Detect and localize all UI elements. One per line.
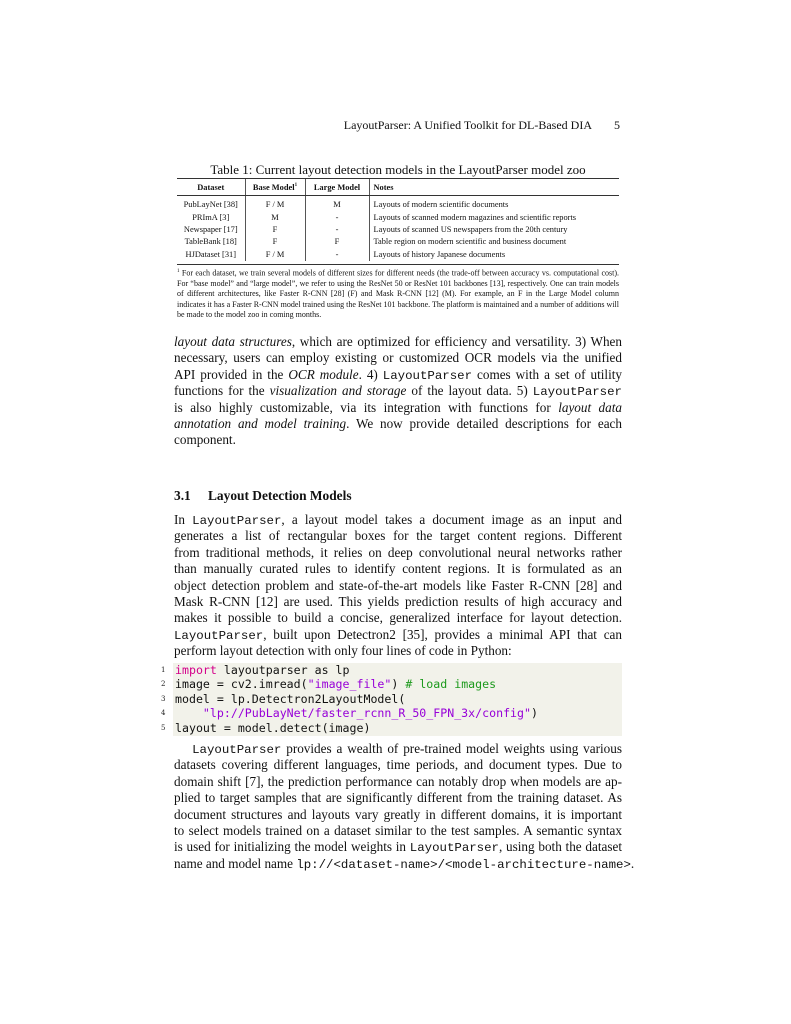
text-line: [174, 823, 622, 839]
table-row: [177, 236, 619, 248]
cell-notes: Table region on modern scientific and business document: [373, 237, 567, 247]
text-span: functions for the: [174, 383, 270, 399]
text-span: , using both the dataset: [499, 839, 623, 855]
text-span: domain shift [7], the prediction performance can notably drop when models are ap-: [174, 773, 622, 789]
cell-base-model: F: [245, 224, 305, 236]
text-line: [174, 432, 622, 448]
table-header-row: [177, 179, 619, 196]
string-literal: "image_file": [307, 677, 392, 692]
text-span: is also highly customizable, via its integration with functions for: [174, 399, 559, 415]
text-span: document structures and layouts vary greatly in different domains, it is important: [174, 806, 622, 822]
text-span: datasets covering different languages, time periods, and document types. Due to: [174, 757, 622, 773]
text-line: [174, 839, 622, 855]
running-title: LayoutParser: A Unified Toolkit for DL-Based DIA: [343, 118, 592, 132]
text-line: [174, 400, 622, 416]
cell-notes: Layouts of history Japanese documents: [373, 249, 506, 259]
col-large-model: Large Model: [305, 179, 369, 196]
cell-notes: Layouts of scanned modern magazines and scientific reports: [373, 212, 577, 222]
table-row: [177, 211, 619, 223]
text-line: [174, 561, 622, 577]
cell-base-model: M: [245, 211, 305, 223]
text-span: from traditional methods, it relies on deep convolutional neural networks rather: [174, 544, 622, 560]
text-line: [174, 610, 622, 626]
text-line: [174, 807, 622, 823]
text-line: [174, 334, 622, 350]
cell-dataset: Newspaper [17]: [177, 224, 245, 236]
text-line: [174, 578, 622, 594]
code-term: LayoutParser: [532, 385, 622, 400]
table-footnote: [177, 267, 619, 321]
cell-dataset: PRImA [3]: [177, 211, 245, 223]
cell-dataset: HJDataset [31]: [177, 249, 245, 261]
table-bottom-rule: [177, 264, 619, 265]
code-text: layout = model.detect(image): [175, 720, 371, 735]
text-line: [174, 416, 622, 432]
table-caption: Table 1: Current layout detection models in the LayoutParser model zoo: [210, 162, 586, 177]
code-listing: [161, 663, 622, 736]
col-dataset: Dataset: [177, 179, 245, 196]
col-notes: Notes: [369, 179, 619, 196]
cell-dataset: PubLayNet [38]: [177, 196, 245, 212]
text-span: than manually curated rules to identify content regions. It is formulated as an: [174, 561, 622, 577]
code-line: [161, 663, 350, 677]
text-span: object detection problem and state-of-the-art models like Faster R-CNN [28] and: [174, 577, 622, 593]
text-span: Mask R-CNN [12] are used. This yields prediction results of high accuracy and: [174, 593, 622, 609]
line-number: 1: [161, 666, 166, 674]
section-number: 3.1: [174, 488, 191, 503]
line-number: 5: [161, 723, 166, 732]
code-line: [161, 706, 538, 721]
text-line: [174, 594, 622, 610]
cell-base-model: F: [245, 236, 305, 248]
code-line: [161, 720, 371, 735]
paragraph-model-weights: [174, 741, 635, 872]
emphasis: OCR module: [288, 366, 359, 382]
text-span: .: [630, 855, 635, 871]
text-line: [174, 774, 622, 790]
cell-base-model: F / M: [245, 196, 305, 212]
col-base-model: [245, 179, 305, 196]
text-span: provides a wealth of pre-trained model weights using various: [281, 741, 623, 756]
text-line: [174, 528, 622, 544]
text-span: plied to target samples that are significantly different from the training dataset. As: [174, 790, 622, 806]
line-number: 2: [161, 680, 166, 689]
table-row: [177, 196, 619, 212]
text-line: [174, 367, 622, 383]
text-span: generates a list of rectangular boxes for the target content regions. Different: [174, 528, 622, 544]
text-span: component.: [174, 432, 236, 448]
line-number: 4: [161, 709, 166, 718]
code-term: LayoutParser: [409, 841, 499, 856]
keyword: import: [175, 663, 217, 677]
section-title: Layout Detection Models: [208, 488, 352, 503]
text-span: to select models trained on a dataset similar to the test samples. A semantic syntax: [174, 822, 622, 838]
text-span: , which are optimized for efficiency and versatility. 3) When: [291, 334, 622, 349]
text-span: , a layout model takes a document image as an input and: [281, 512, 622, 527]
code-term: LayoutParser: [192, 743, 282, 757]
running-header: [174, 118, 622, 134]
cell-large-model: M: [305, 196, 369, 212]
model-zoo-table: [177, 179, 619, 261]
emphasis: layout data structures: [174, 334, 292, 349]
col-base-model-label: Base Model: [252, 182, 295, 192]
section-heading: [174, 488, 352, 504]
text-span: is used for initializing the model weights in: [174, 839, 410, 855]
table-row: [177, 224, 619, 236]
text-span: name and model name: [174, 855, 297, 871]
text-span: . 4): [358, 366, 383, 382]
code-term: LayoutParser: [174, 628, 264, 643]
cell-notes: Layouts of scanned US newspapers from the 20th century: [373, 224, 568, 234]
text-line: [174, 545, 622, 561]
code-text: [175, 706, 203, 720]
code-text: ): [391, 677, 406, 692]
text-line: [174, 627, 622, 643]
text-span: [174, 741, 192, 756]
text-span: makes it possible to build a concise, generalized interface for layout detection.: [174, 610, 622, 626]
code-line: [161, 691, 406, 706]
cell-large-model: -: [305, 249, 369, 261]
cell-notes: Layouts of modern scientific documents: [373, 200, 509, 210]
page-number: 5: [614, 118, 620, 132]
line-number: 3: [161, 694, 166, 703]
emphasis: visualization and storage: [269, 383, 407, 399]
string-literal: "lp://PubLayNet/faster_rcnn_R_50_FPN_3x/config": [202, 706, 531, 721]
cell-base-model: F / M: [245, 249, 305, 261]
text-line: [174, 383, 622, 399]
cell-dataset: TableBank [18]: [177, 236, 245, 248]
text-span: , built upon Detectron2 [35], provides a minimal API that can: [263, 626, 622, 642]
code-term: lp://<dataset-name>/<model-architecture-name>: [296, 857, 631, 872]
code-term: LayoutParser: [382, 368, 473, 383]
text-span: perform layout detection with only four lines of code in Python:: [174, 643, 512, 659]
comment: # load images: [405, 677, 497, 692]
paragraph-components: [174, 334, 622, 449]
text-line: [174, 512, 622, 528]
code-term: LayoutParser: [192, 514, 282, 528]
table-row: [177, 249, 619, 261]
text-line: [174, 757, 622, 773]
text-line: [174, 643, 622, 659]
emphasis: layout data: [558, 399, 622, 415]
footnote-mark: 1: [294, 182, 298, 188]
code-text: model = lp.Detectron2LayoutModel(: [175, 691, 406, 706]
footnote-text: For each dataset, we train several models of different sizes for different needs (the trade-off between accuracy vs. computational cost). For “base model” and “large model”, we refer to using the ResNet 50 or ResNet 101 backbones [13], respectively. One can train models of different architectures, like Faster R-CNN [28] (F) and Mask R-CNN [12] (M). For example, an F in the Large Model column indicates it has a Faster R-CNN model trained using the ResNet 101 backbone. The platform is maintained and a number of additions will be made to the model zoo in coming months.: [177, 268, 620, 320]
emphasis: annotation and model training: [174, 415, 347, 431]
paragraph-layout-detection: [174, 512, 622, 660]
text-line: [174, 855, 635, 872]
code-text: image = cv2.imread(: [175, 677, 308, 692]
footnote-number: 1: [177, 269, 180, 274]
code-line: [161, 677, 497, 692]
cell-large-model: -: [305, 224, 369, 236]
text-span: . We now provide detailed descriptions for each: [346, 415, 623, 431]
cell-large-model: F: [305, 236, 369, 248]
text-span: API provided in the: [174, 366, 289, 382]
text-span: of the layout data. 5): [406, 383, 533, 399]
text-line: [174, 741, 622, 757]
text-span: comes with a set of utility: [472, 366, 622, 382]
code-text: layoutparser as lp: [216, 663, 350, 677]
text-line: [174, 350, 622, 366]
text-line: [174, 790, 622, 806]
code-text: ): [530, 706, 538, 721]
text-span: In: [174, 512, 193, 527]
cell-large-model: -: [305, 211, 369, 223]
text-span: necessary, users can employ existing or customized OCR models via the unified: [174, 350, 622, 366]
